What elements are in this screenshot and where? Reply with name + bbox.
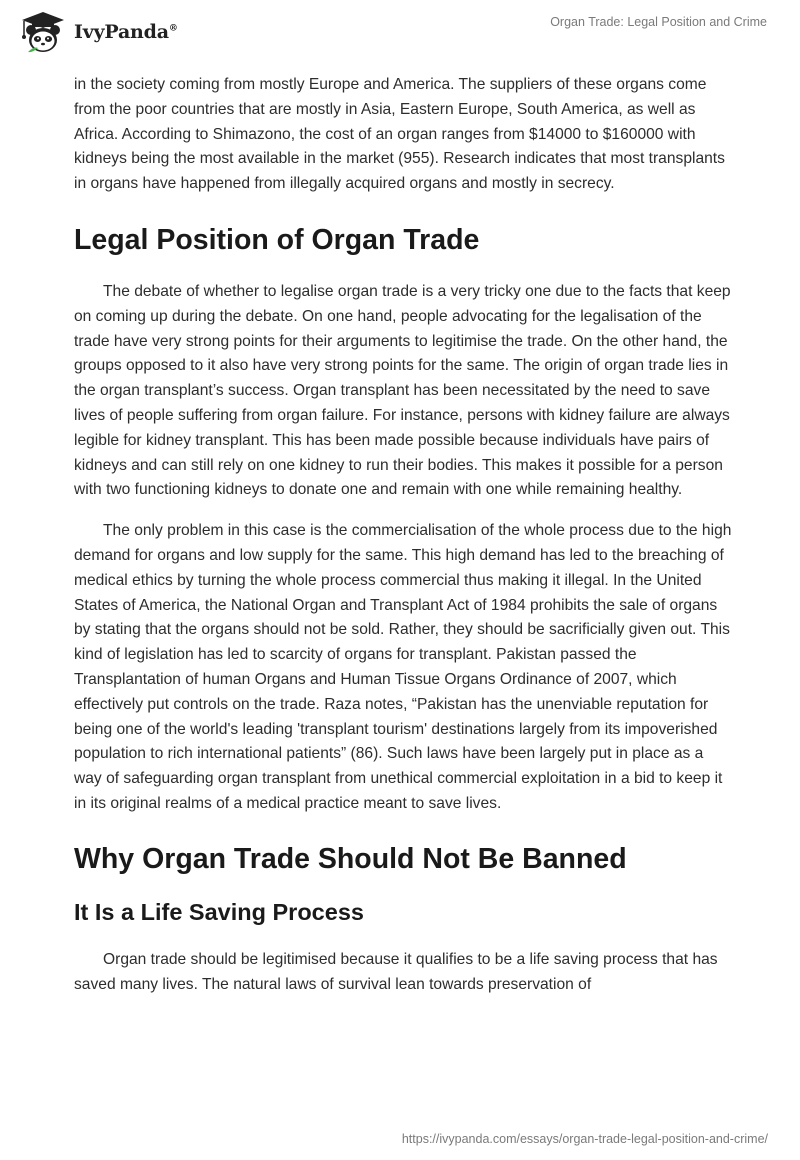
subsection-heading-life-saving: It Is a Life Saving Process (74, 898, 364, 925)
section-heading-should-not-be-banned: Why Organ Trade Should Not Be Banned (74, 842, 627, 875)
page-url[interactable]: https://ivypanda.com/essays/organ-trade-legal-position-and-crime/ (401, 1132, 768, 1146)
document-title: Organ Trade: Legal Position and Crime (550, 15, 767, 29)
intro-paragraph: in the society coming from mostly Europe and America. The suppliers of these organs come from the poor countries that are mostly in Asia, Eastern Europe, South America, as well as Africa. According to Shimazono, the cost of an organ ranges from $14000 to $160000 with kidneys being the most available in the market (955). Research indicates that most transplants in organs have happened from illegally acquired organs and mostly in secrecy. (74, 76, 725, 193)
brand-name: IvyPanda® (74, 21, 178, 43)
brand-logo[interactable] (16, 8, 178, 56)
panda-graduate-icon (16, 8, 68, 56)
registered-mark: ® (168, 23, 178, 34)
essay-content (74, 73, 734, 997)
paragraph-life-saving-1: Organ trade should be legitimised because it qualifies to be a life saving process that has saved many lives. The natural laws of survival lean towards preservation of (74, 950, 718, 993)
page-header (0, 0, 800, 70)
paragraph-legal-position-1: The debate of whether to legalise organ trade is a very tricky one due to the facts that keep on coming up during the debate. On one hand, people advocating for the legalisation of the trade have very strong points for their arguments to legitimise the trade. On the other hand, the groups opposed to it also have very strong points for the same. The origin of organ trade lies in the organ transplant’s success. Organ transplant has been necessitated by the need to save lives of people suffering from organ failure. For instance, persons with kidney failure are always legible for kidney transplant. This has been made possible because individuals have pairs of kidneys and can still rely on one kidney to run their bodies. This makes it possible for a person with two functioning kidneys to donate one and remain with one while remaining healthy. (74, 282, 731, 499)
section-heading-legal-position: Legal Position of Organ Trade (74, 223, 480, 256)
paragraph-legal-position-2: The only problem in this case is the commercialisation of the whole process due to the high demand for organs and low supply for the same. This high demand has led to the breaching of medical ethics by turning the whole process commercial thus making it illegal. In the United States of America, the National Organ and Transplant Act of 1984 prohibits the sale of organs by stating that the organs should not be sold. Rather, they should be sacrificially given out. This kind of legislation has led to scarcity of organs for transplant. Pakistan passed the Transplantation of human Organs and Human Tissue Organs Ordinance of 2007, which effectively put controls on the trade. Raza notes, “Pakistan has the unenviable reputation for being one of the world's leading 'transplant tourism' destinations largely from its impoverished population to rich international patients” (86). Such laws have been largely put in place as a way of safeguarding organ transplant from unethical commercial exploitation in a bid to keep it in its original realms of a medical practice meant to save lives. (74, 522, 732, 812)
